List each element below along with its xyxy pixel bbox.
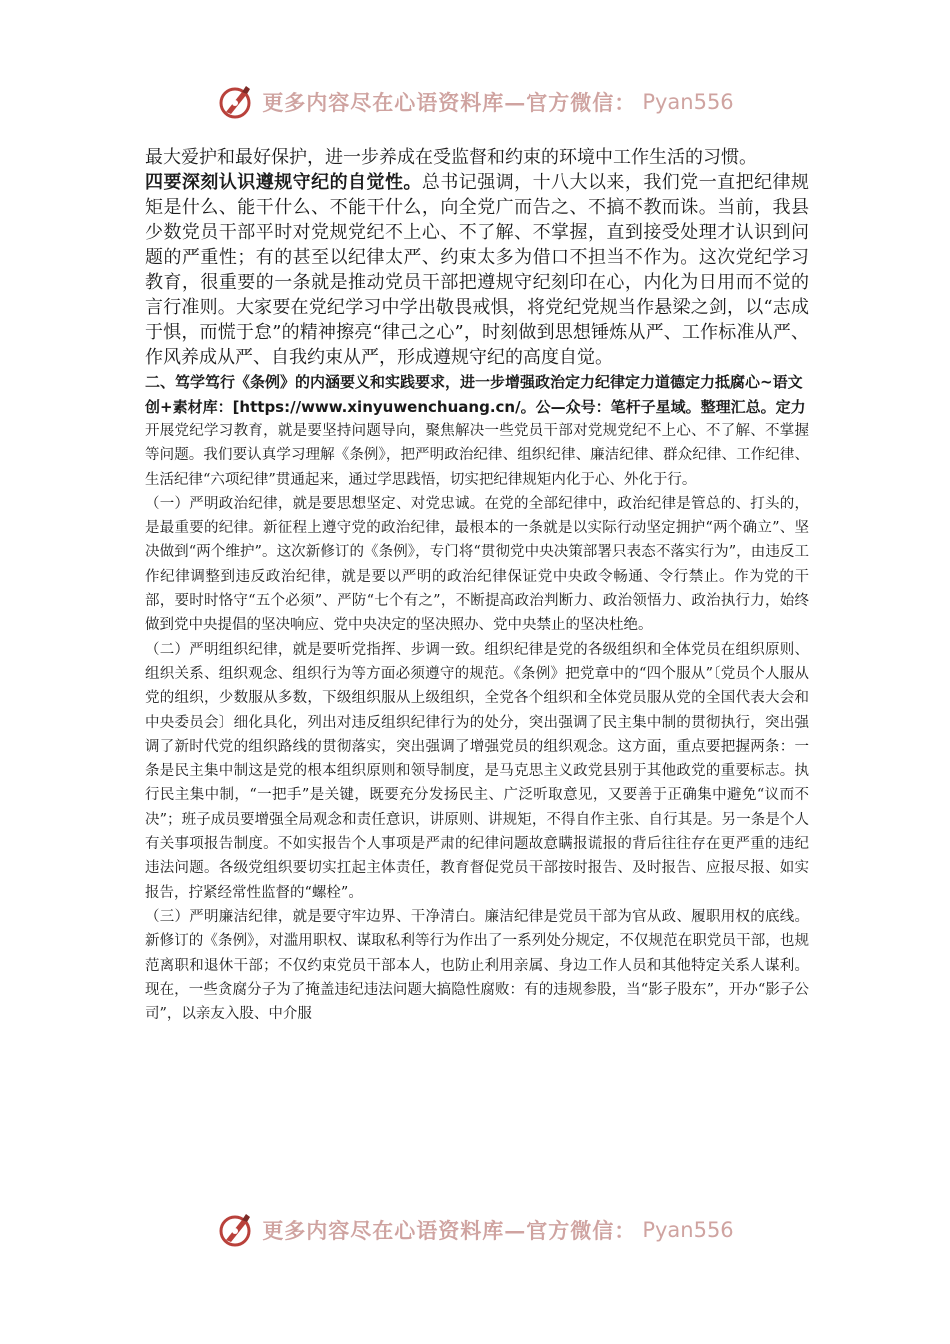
banner-wechat-id: Pyan556 xyxy=(642,1218,734,1242)
banner-wechat-id: Pyan556 xyxy=(642,90,734,114)
paragraph-2-lead: 四要深刻认识遵规守纪的自觉性。 xyxy=(145,172,422,193)
header-watermark-banner xyxy=(0,80,950,124)
paragraph-3: 开展党纪学习教育，就是要坚持问题导向，聚焦解决一些党员干部对党规党纪不上心、不了解、不掌握等问题。我们要认真学习理解《条例》，把严明政治纪律、组织纪律、廉洁纪律、群众纪律、工作纪律、生活纪律“六项纪律”贯通起来，通过学思践悟，切实把纪律规矩内化于心、外化于行。 xyxy=(145,423,809,488)
banner-title: 更多内容尽在心语资料库—官方微信： xyxy=(262,90,637,115)
paragraph-integrity-discipline: （三）严明廉洁纪律，就是要守牢边界、干净清白。廉洁纪律是党员干部为官从政、履职用权的底线。新修订的《条例》，对滥用职权、谋取私利等行为作出了一系列处分规定，不仅规范在职党员干部，也规范离职和退休干部；不仅约束党员干部本人，也防止利用亲属、身边工作人员和其他特定关系人谋利。现在，一些贪腐分子为了掩盖违纪违法问题大搞隐性腐败：有的违规参股，当“影子股东”，开办“影子公司”，以亲友入股、中介服 xyxy=(145,908,809,1023)
paragraph-2-body: 总书记强调，十八大以来，我们党一直把纪律规矩是什么、能干什么、不能干什么，向全党广而告之、不搞不教而诛。当前，我县少数党员干部平时对党规党纪不上心、不了解、不掌握，直到接受处理才认识到问题的严重性；有的甚至以纪律太严、约束太多为借口不担当不作为。这次党纪学习教育，很重要的一条就是推动党员干部把遵规守纪刻印在心，内化为日用而不觉的言行准则。大家要在党纪学习中学出敬畏戒惧，将党纪党规当作悬梁之剑，以“志成于惧，而慌于怠”的精神擦亮“律己之心”，时刻做到思想锤炼从严、工作标准从严、作风养成从严、自我约束从严，形成遵规守纪的高度自觉。 xyxy=(145,172,810,368)
footer-watermark-banner xyxy=(0,1208,950,1252)
pen-circle-logo-icon xyxy=(216,1210,256,1250)
paragraph-organizational-discipline: （二）严明组织纪律，就是要听党指挥、步调一致。组织纪律是党的各级组织和全体党员在组织原则、组织关系、组织观念、组织行为等方面必须遵守的规范。《条例》把党章中的“四个服从”〔党员个人服从党的组织，少数服从多数，下级组织服从上级组织，全党各个组织和全体党员服从党的全国代表大会和中央委员会〕细化具化，列出对违反组织纪律行为的处分，突出强调了民主集中制的贯彻执行，突出强调了新时代党的组织路线的贯彻落实，突出强调了增强党员的组织观念。这方面，重点要把握两条：一条是民主集中制这是党的根本组织原则和领导制度，是马克思主义政党县别于其他政党的重要标志。执行民主集中制，“一把手”是关键，既要充分发扬民主、广泛听取意见，又要善于正确集中避免“议而不决”；班子成员要增强全局观念和责任意识，讲原则、讲规矩，不得自作主张、自行其是。另一条是个人有关事项报告制度。不如实报告个人事项是严肃的纪律问题故意瞒报谎报的背后往往存在更严重的违纪违法问题。各级党组织要切实扛起主体责任，教育督促党员干部按时报告、及时报告、应报尽报、如实报告，拧紧经常性监督的“螺栓”。 xyxy=(145,641,809,901)
banner-title: 更多内容尽在心语资料库—官方微信： xyxy=(262,1218,637,1243)
section-heading-2: 二、笃学笃行《条例》的内涵要义和实践要求，进一步增强政治定力纪律定力道德定力抵腐心~语文创+素材库：[https://www.xinyuwenchuang.cn/。公—众号：笔杆子星域。整理汇总。定力 xyxy=(145,373,806,416)
paragraph-political-discipline: （一）严明政治纪律，就是要思想坚定、对党忠诚。在党的全部纪律中，政治纪律是管总的、打头的，是最重要的纪律。新征程上遵守党的政治纪律，最根本的一条就是以实际行动坚定拥护“两个确立”、坚决做到“两个维护”。这次新修订的《条例》，专门将“贯彻党中央决策部署只表态不落实行为”，由违反工作纪律调整到违反政治纪律，就是要以严明的政治纪律保证党中央政令畅通、令行禁止。作为党的干部，要时时恪守“五个必须”、严防“七个有之”，不断提高政治判断力、政治领悟力、政治执行力，始终做到党中央提倡的坚决响应、党中央决定的坚决照办、党中央禁止的坚决杜绝。 xyxy=(145,495,809,634)
pen-circle-logo-icon xyxy=(216,82,256,122)
paragraph-2 xyxy=(145,170,809,370)
paragraph-1: 最大爱护和最好保护，进一步养成在受监督和约束的环境中工作生活的习惯。 xyxy=(145,147,757,168)
document-body xyxy=(145,145,809,1026)
